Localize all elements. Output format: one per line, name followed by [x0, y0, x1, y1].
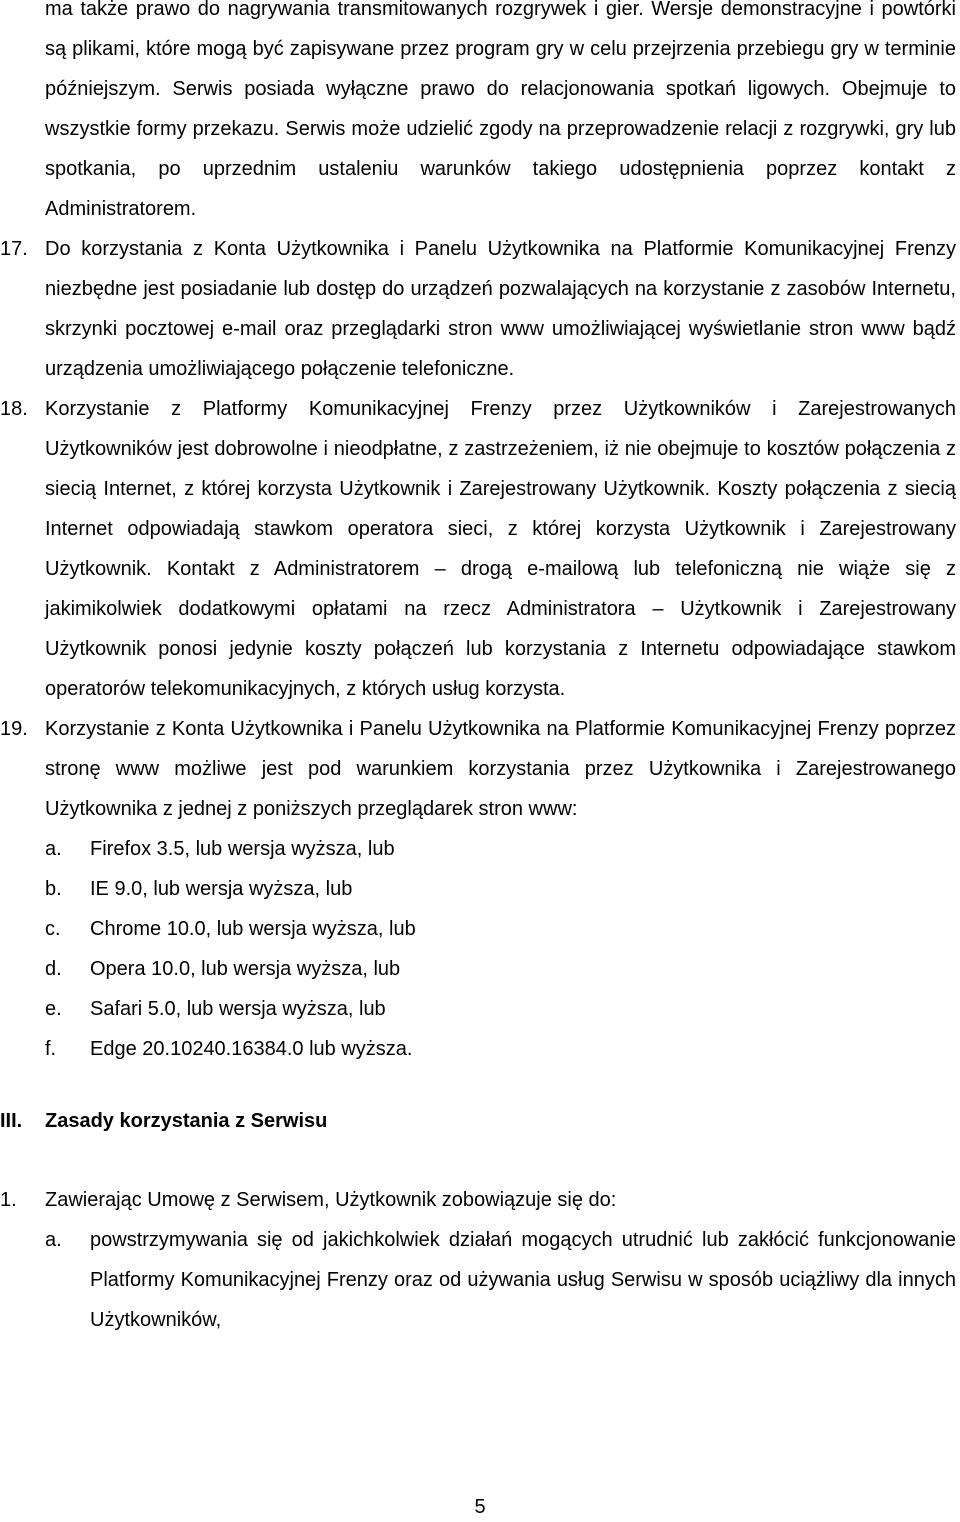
item-18-text: Korzystanie z Platformy Komunikacyjnej Frenzy przez Użytkowników i Zarejestrowanych Użytkowników jest dobrowolne i nieodpłatne, z zastrzeżeniem, iż nie obejmuje to kosztów połączenia z siecią Internet, z której korzysta Użytkownik i Zarejestrowany Użytkownik. Koszty połączenia z siecią Internet odpowiadają stawkom operatora sieci, z której korzysta Użytkownik i Zarejestrowany Użytkownik. Kontakt z Administratorem – drogą e-mailową lub telefoniczną nie wiąże się z jakimikolwiek dodatkowymi opłatami na rzecz Administratora – Użytkownik i Zarejestrowany Użytkownik ponosi jedynie koszty połączeń lub korzystania z Internetu odpowiadające stawkom operatorów telekomunikacyjnych, z których usług korzysta. [45, 398, 956, 700]
list-item-text: Chrome 10.0, lub wersja wyższa, lub [90, 918, 416, 940]
list-item-letter: e. [45, 998, 62, 1020]
list-item-text: powstrzymywania się od jakichkolwiek działań mogących utrudnić lub zakłócić funkcjonowanie Platformy Komunikacyjnej Frenzy oraz od używania usług Serwisu w sposób uciążliwy dla innych Użytkowników, [90, 1229, 956, 1331]
continuation-paragraph: ma także prawo do nagrywania transmitowanych rozgrywek i gier. Wersje demonstracyjne i powtórki są plikami, które mogą być zapisywane przez program gry w celu przejrzenia przebiegu gry w terminie późniejszym. Serwis posiada wyłączne prawo do relacjonowania spotkań ligowych. Obejmuje to wszystkie formy przekazu. Serwis może udzielić zgody na przeprowadzenie relacji z rozgrywki, gry lub spotkania, po uprzednim ustaleniu warunków takiego udostępnienia poprzez kontakt z Administratorem. [45, 0, 956, 220]
item-17-number: 17. [0, 238, 28, 260]
item-18-number: 18. [0, 398, 28, 420]
section-item-1-text: Zawierając Umowę z Serwisem, Użytkownik zobowiązuje się do: [45, 1189, 617, 1211]
page-number: 5 [474, 1496, 486, 1518]
list-item [45, 829, 911, 869]
section-title: Zasady korzystania z Serwisu [45, 1110, 328, 1132]
list-item [45, 869, 911, 909]
item-18 [0, 389, 960, 709]
list-item-letter: a. [45, 838, 62, 860]
list-item [45, 909, 911, 949]
section-number: III. [0, 1110, 23, 1132]
item-17-text: Do korzystania z Konta Użytkownika i Panelu Użytkownika na Platformie Komunikacyjnej Frenzy niezbędne jest posiadanie lub dostęp do urządzeń pozwalających na korzystanie z zasobów Internetu, skrzynki pocztowej e-mail oraz przeglądarki stron www umożliwiającej wyświetlanie stron www bądź urządzenia umożliwiającego połączenie telefoniczne. [45, 238, 956, 380]
list-item-text: Firefox 3.5, lub wersja wyższa, lub [90, 838, 395, 860]
list-item-letter: b. [45, 878, 62, 900]
list-item-letter: d. [45, 958, 62, 980]
section-heading [0, 1101, 960, 1141]
list-item [45, 989, 911, 1029]
section-item-1 [0, 1180, 960, 1220]
list-item-text: Edge 20.10240.16384.0 lub wyższa. [90, 1038, 413, 1060]
list-item-text: Safari 5.0, lub wersja wyższa, lub [90, 998, 386, 1020]
list-item [45, 1220, 956, 1340]
list-item [45, 949, 911, 989]
list-item-text: Opera 10.0, lub wersja wyższa, lub [90, 958, 401, 980]
item-17 [0, 229, 960, 389]
list-item [45, 1029, 911, 1069]
browser-list [0, 829, 960, 1069]
item-19 [0, 709, 960, 829]
item-19-number: 19. [0, 718, 28, 740]
list-item-letter: f. [45, 1038, 57, 1060]
section-item-1-number: 1. [0, 1189, 17, 1211]
item-19-text: Korzystanie z Konta Użytkownika i Panelu Użytkownika na Platformie Komunikacyjnej Frenzy poprzez stronę www możliwe jest pod warunkiem korzystania przez Użytkownika i Zarejestrowanego Użytkownika z jednej z poniższych przeglądarek stron www: [45, 718, 956, 820]
list-item-text: IE 9.0, lub wersja wyższa, lub [90, 878, 353, 900]
list-item-letter: c. [45, 918, 61, 940]
list-item-letter: a. [45, 1229, 62, 1251]
